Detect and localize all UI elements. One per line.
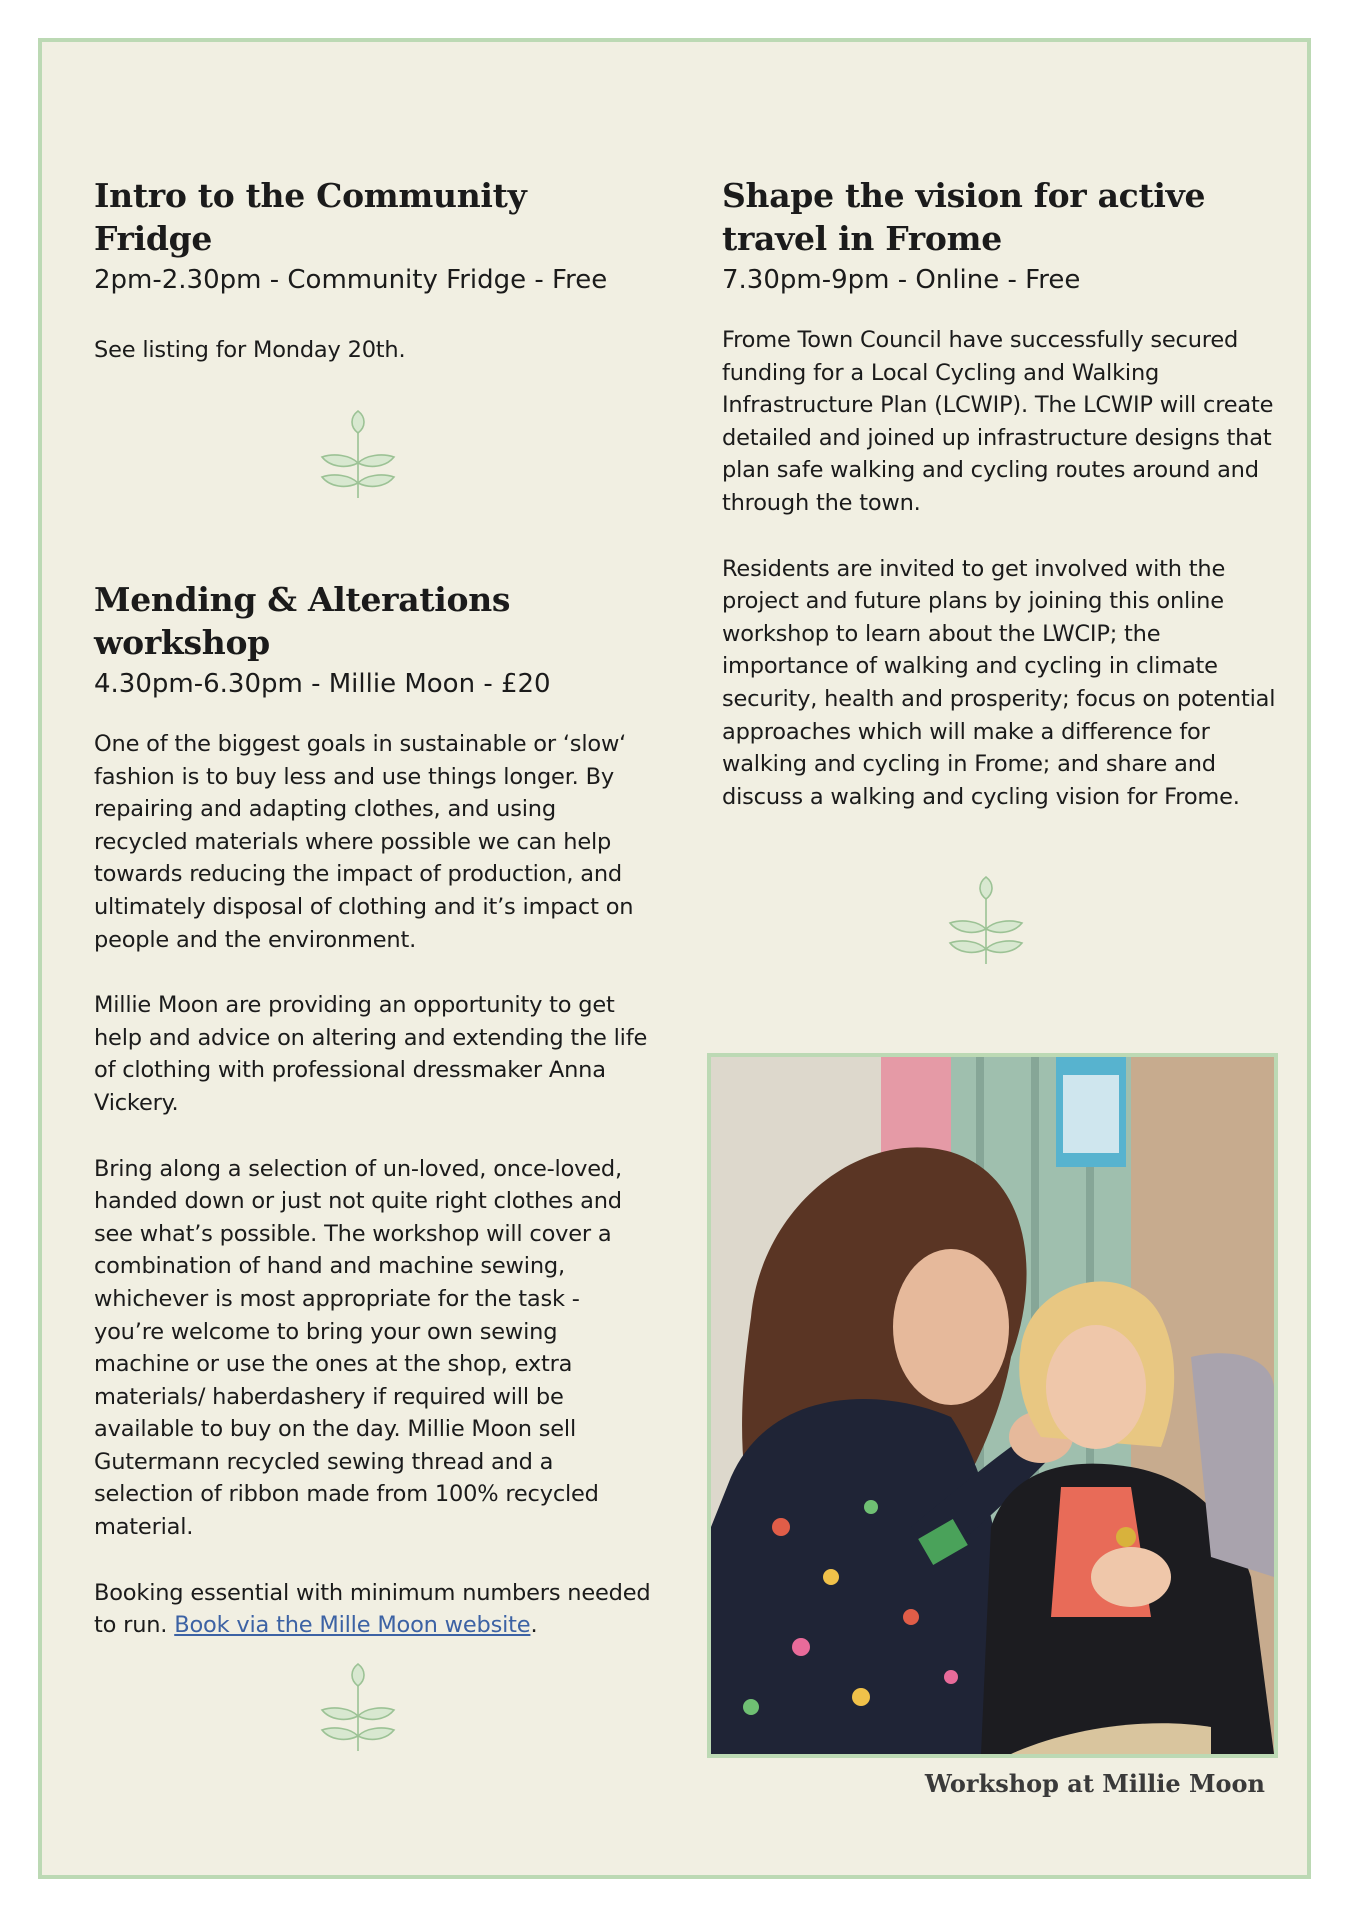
left-column-lower (94, 578, 654, 1642)
event-meta: 2pm-2.30pm - Community Fridge - Free (94, 265, 608, 295)
booking-paragraph (94, 1577, 654, 1642)
book-millie-moon-link[interactable]: Book via the Mille Moon website (174, 1612, 531, 1639)
booking-end: . (530, 1612, 538, 1639)
workshop-photo-illustration (711, 1057, 1274, 1754)
leaf-sprig-icon (316, 1656, 400, 1752)
event-paragraph: Frome Town Council have successfully secured funding for a Local Cycling and Walking Infrastructure Plan (LCWIP). The LCWIP will create detailed and joined up infrastructure designs that plan safe walking and cycling routes around and through the town. (722, 327, 1274, 516)
event-active-travel (722, 174, 1277, 813)
leaf-sprig-icon (316, 403, 400, 499)
booking-text: Booking essential with minimum numbers needed to run. (94, 1579, 651, 1639)
event-description: See listing for Monday 20th. (94, 337, 406, 363)
photo-caption: Workshop at Millie Moon (924, 1769, 1265, 1798)
event-title: Intro to the Community Fridge (94, 176, 527, 258)
event-paragraph: One of the biggest goals in sustainable or ‘slow‘ fashion is to buy less and use things longer. By repairing and adapting clothes, and using recycled materials where possible we can help towards reducing the impact of production, and ultimately disposal of clothing and it’s impact on people and the environment. (94, 731, 634, 953)
right-column (722, 174, 1277, 813)
event-title: Mending & Alterations workshop (94, 580, 511, 662)
leaf-sprig-icon (944, 869, 1028, 965)
event-paragraph: Residents are invited to get involved with the project and future plans by joining this online workshop to learn about the LWCIP; the importance of walking and cycling in climate security, health and prosperity; focus on potential approaches which will make a difference for walking and cycling in Frome; and share and discuss a walking and cycling vision for Frome. (722, 555, 1276, 810)
left-column (94, 174, 649, 367)
page (38, 38, 1311, 1879)
event-title: Shape the vision for active travel in Frome (722, 176, 1206, 258)
event-meta: 7.30pm-9pm - Online - Free (722, 265, 1081, 295)
event-community-fridge (94, 174, 649, 367)
workshop-photo (707, 1053, 1278, 1758)
event-paragraph: Millie Moon are providing an opportunity to get help and advice on altering and extending the life of clothing with professional dressmaker Anna Vickery. (94, 992, 648, 1116)
event-meta: 4.30pm-6.30pm - Millie Moon - £20 (94, 669, 551, 699)
event-mending-workshop (94, 578, 654, 1642)
event-paragraph: Bring along a selection of un-loved, once-loved, handed down or just not quite right clothes and see what’s possible. The workshop will cover a combination of hand and machine sewing, whichever is most appropriate for the task - you’re welcome to bring your own sewing machine or use the ones at the shop, extra materials/ haberdashery if required will be available to buy on the day. Millie Moon sell Gutermann recycled sewing thread and a selection of ribbon made from 100% recycled material. (94, 1155, 622, 1541)
